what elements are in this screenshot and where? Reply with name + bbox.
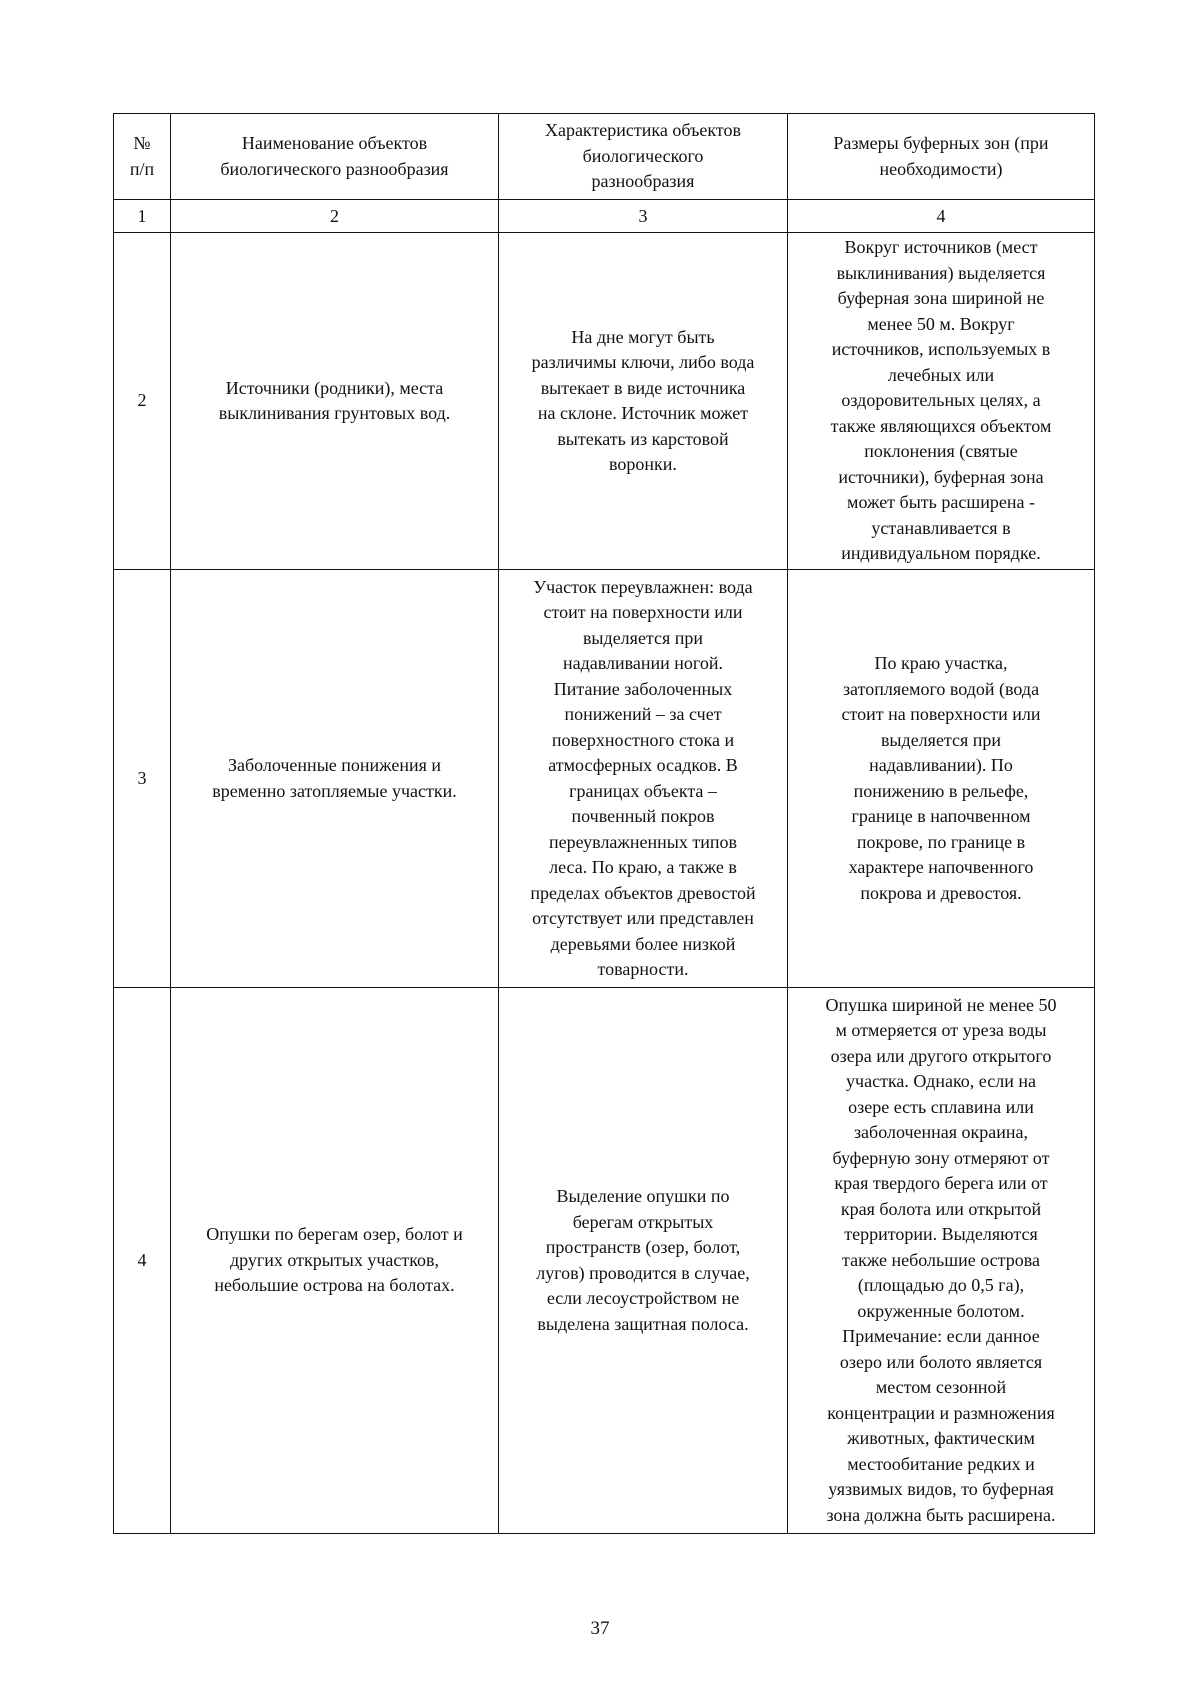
buffer-zone-cell: Вокруг источников (мест выклинивания) выделяется буферная зона шириной не менее 50 м. Вокруг источников, используемых в лечебных или оздоровительных целях, а также являющихся объектом поклонения (святые источники), буферная зона может быть расширена - устанавливается в индивидуальном порядке. — [788, 233, 1095, 570]
object-name-cell: Заболоченные понижения и временно затопляемые участки. — [171, 570, 499, 988]
table-row — [114, 233, 1095, 570]
column-number: 1 — [114, 200, 171, 233]
row-number: 3 — [114, 570, 171, 988]
object-name-cell: Источники (родники), места выклинивания грунтовых вод. — [171, 233, 499, 570]
biodiversity-objects-table — [113, 113, 1095, 1534]
row-number: 2 — [114, 233, 171, 570]
column-number: 2 — [171, 200, 499, 233]
header-number: № п/п — [114, 114, 171, 200]
buffer-zone-cell: По краю участка, затопляемого водой (вода стоит на поверхности или выделяется при надавливании). По понижению в рельефе, границе в напочвенном покрове, по границе в характере напочвенного покрова и древостоя. — [788, 570, 1095, 988]
object-name-cell: Опушки по берегам озер, болот и других открытых участков, небольшие острова на болотах. — [171, 988, 499, 1534]
table-row — [114, 570, 1095, 988]
table-header-row — [114, 114, 1095, 200]
column-number-row — [114, 200, 1095, 233]
column-number: 3 — [499, 200, 788, 233]
table-row — [114, 988, 1095, 1534]
page-number: 37 — [590, 1618, 610, 1639]
characteristic-cell: Выделение опушки по берегам открытых пространств (озер, болот, лугов) проводится в случае, если лесоустройством не выделена защитная полоса. — [499, 988, 788, 1534]
buffer-zone-cell: Опушка шириной не менее 50 м отмеряется от уреза воды озера или другого открытого участка. Однако, если на озере есть сплавина или заболоченная окраина, буферную зону отмеряют от края твердого берега или от края болота или открытой территории. Выделяются также небольшие острова (площадью до 0,5 га), окруженные болотом. Примечание: если данное озеро или болото является местом сезонной концентрации и размножения животных, фактическим местообитание редких и уязвимых видов, то буферная зона должна быть расширена. — [788, 988, 1095, 1534]
header-characteristic: Характеристика объектов биологического разнообразия — [499, 114, 788, 200]
characteristic-cell: Участок переувлажнен: вода стоит на поверхности или выделяется при надавливании ногой. Питание заболоченных понижений – за счет поверхностного стока и атмосферных осадков. В границах объекта – почвенный покров переувлажненных типов леса. По краю, а также в пределах объектов древостой отсутствует или представлен деревьями более низкой товарности. — [499, 570, 788, 988]
header-buffer-zone: Размеры буферных зон (при необходимости) — [788, 114, 1095, 200]
row-number: 4 — [114, 988, 171, 1534]
column-number: 4 — [788, 200, 1095, 233]
header-object-name: Наименование объектов биологического разнообразия — [171, 114, 499, 200]
characteristic-cell: На дне могут быть различимы ключи, либо вода вытекает в виде источника на склоне. Источник может вытекать из карстовой воронки. — [499, 233, 788, 570]
